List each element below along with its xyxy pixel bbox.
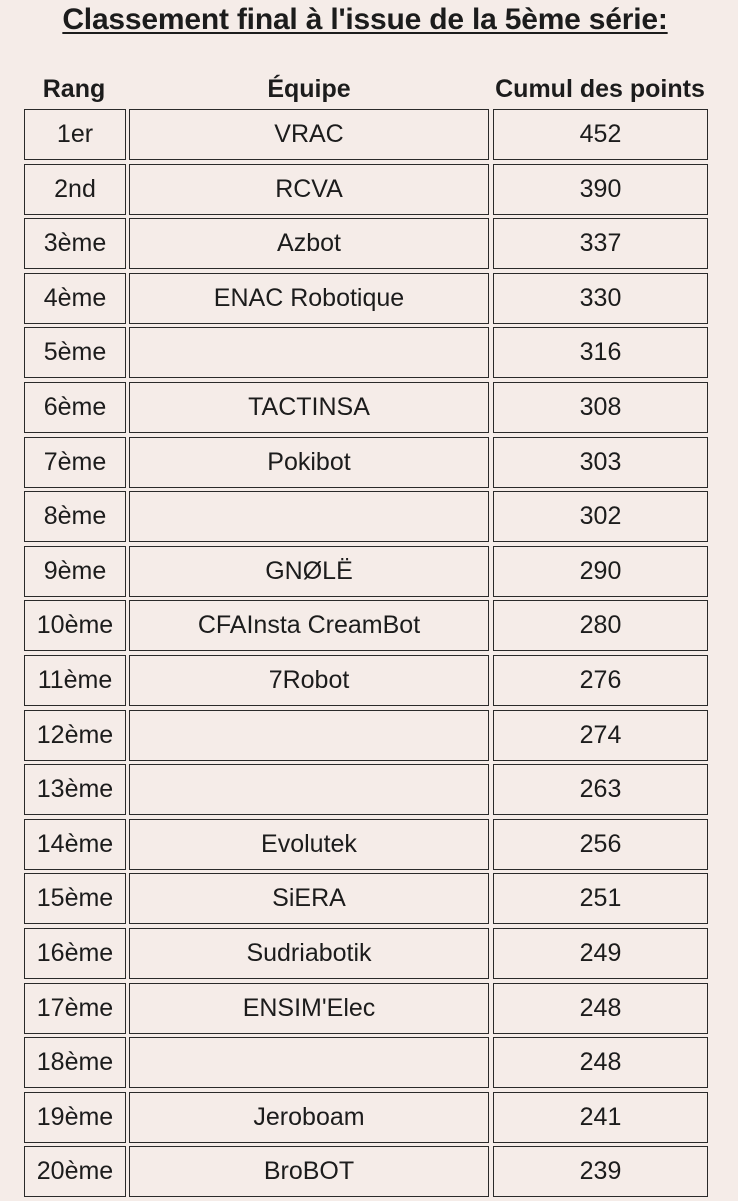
table-row	[0, 983, 738, 1034]
rank-cell: 17ème	[24, 983, 126, 1034]
table-row	[0, 327, 738, 378]
rank-cell: 9ème	[24, 546, 126, 597]
rank-cell: 1er	[24, 109, 126, 160]
rank-cell: 16ème	[24, 928, 126, 979]
table-row	[0, 710, 738, 761]
rank-cell: 11ème	[24, 655, 126, 706]
rank-cell: 12ème	[24, 710, 126, 761]
rank-cell: 15ème	[24, 873, 126, 924]
score-cell: 276	[493, 655, 708, 706]
team-cell	[129, 491, 489, 542]
page-title: Classement final à l'issue de la 5ème série:	[62, 3, 668, 36]
rank-cell: 19ème	[24, 1092, 126, 1143]
score-cell: 241	[493, 1092, 708, 1143]
team-cell: BroBOT	[129, 1146, 489, 1197]
table-row	[0, 273, 738, 324]
rank-cell: 6ème	[24, 382, 126, 433]
rank-cell: 14ème	[24, 819, 126, 870]
team-cell: 7Robot	[129, 655, 489, 706]
table-row	[0, 164, 738, 215]
rank-cell: 10ème	[24, 600, 126, 651]
rank-cell: 20ème	[24, 1146, 126, 1197]
table-row	[0, 218, 738, 269]
score-cell: 263	[493, 764, 708, 815]
team-cell: ENAC Robotique	[129, 273, 489, 324]
score-cell: 280	[493, 600, 708, 651]
team-cell: SiERA	[129, 873, 489, 924]
team-cell: TACTINSA	[129, 382, 489, 433]
ranking-table	[0, 109, 738, 1201]
team-cell	[129, 327, 489, 378]
table-row	[0, 819, 738, 870]
rank-cell: 3ème	[24, 218, 126, 269]
rank-cell: 4ème	[24, 273, 126, 324]
team-cell: RCVA	[129, 164, 489, 215]
score-cell: 303	[493, 437, 708, 488]
rank-cell: 5ème	[24, 327, 126, 378]
table-row	[0, 437, 738, 488]
team-cell: CFAInsta CreamBot	[129, 600, 489, 651]
score-cell: 390	[493, 164, 708, 215]
score-cell: 337	[493, 218, 708, 269]
rank-cell: 13ème	[24, 764, 126, 815]
table-row	[0, 764, 738, 815]
score-cell: 452	[493, 109, 708, 160]
rank-cell: 2nd	[24, 164, 126, 215]
rank-cell: 8ème	[24, 491, 126, 542]
score-cell: 239	[493, 1146, 708, 1197]
score-cell: 290	[493, 546, 708, 597]
table-row	[0, 928, 738, 979]
team-cell: GNØLË	[129, 546, 489, 597]
table-row	[0, 109, 738, 160]
team-cell: Azbot	[129, 218, 489, 269]
table-row	[0, 873, 738, 924]
score-cell: 249	[493, 928, 708, 979]
team-cell: VRAC	[129, 109, 489, 160]
table-row	[0, 1092, 738, 1143]
table-row	[0, 1037, 738, 1088]
score-cell: 302	[493, 491, 708, 542]
column-header-rank: Rang	[42, 75, 106, 103]
rank-cell: 7ème	[24, 437, 126, 488]
team-cell: ENSIM'Elec	[129, 983, 489, 1034]
team-cell: Evolutek	[129, 819, 489, 870]
score-cell: 251	[493, 873, 708, 924]
team-cell: Pokibot	[129, 437, 489, 488]
score-cell: 330	[493, 273, 708, 324]
team-cell	[129, 764, 489, 815]
table-row	[0, 600, 738, 651]
table-row	[0, 655, 738, 706]
table-row	[0, 491, 738, 542]
team-cell	[129, 1037, 489, 1088]
column-header-score: Cumul des points	[495, 75, 705, 103]
column-header-team: Équipe	[267, 75, 351, 103]
score-cell: 248	[493, 983, 708, 1034]
team-cell: Jeroboam	[129, 1092, 489, 1143]
team-cell: Sudriabotik	[129, 928, 489, 979]
score-cell: 274	[493, 710, 708, 761]
table-row	[0, 382, 738, 433]
table-row	[0, 546, 738, 597]
score-cell: 308	[493, 382, 708, 433]
table-row	[0, 1146, 738, 1197]
score-cell: 248	[493, 1037, 708, 1088]
score-cell: 316	[493, 327, 708, 378]
team-cell	[129, 710, 489, 761]
rank-cell: 18ème	[24, 1037, 126, 1088]
score-cell: 256	[493, 819, 708, 870]
